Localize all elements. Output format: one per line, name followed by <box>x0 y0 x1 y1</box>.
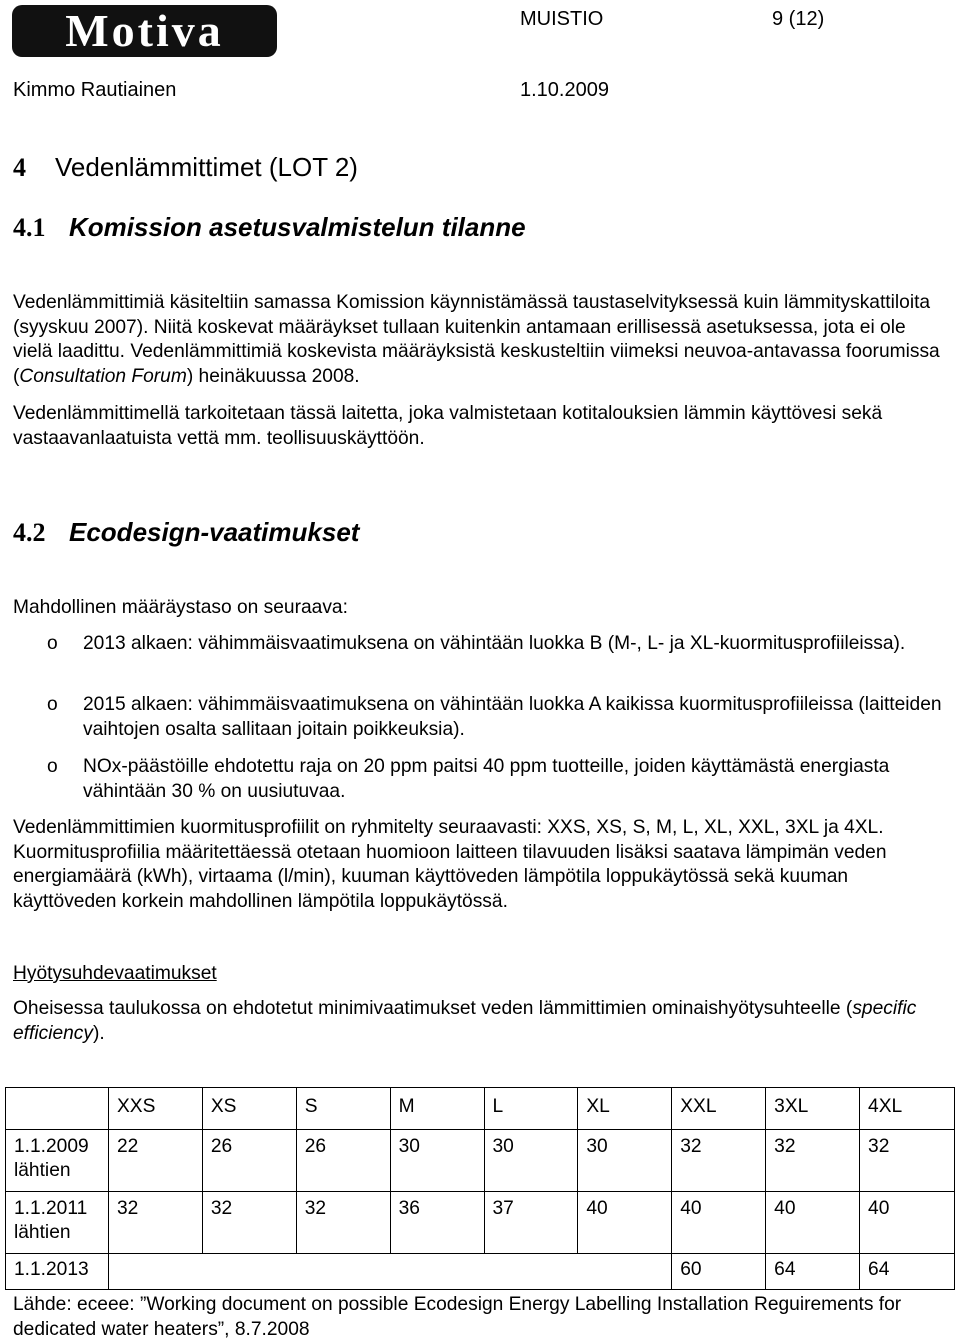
table-row <box>6 1130 955 1192</box>
table-cell: 32 <box>672 1130 766 1192</box>
paragraph-intro: Mahdollinen määräystaso on seuraava: <box>13 597 348 618</box>
column-header: 3XL <box>766 1088 860 1130</box>
table-source-note: Lähde: eceee: ”Working document on possible Ecodesign Energy Labelling Installation Reguirements for dedicated water heaters”, 8.7.2008 <box>13 1294 902 1340</box>
table-cell: 30 <box>484 1130 578 1192</box>
table-cell: 30 <box>390 1130 484 1192</box>
table-cell: 40 <box>860 1192 955 1254</box>
paragraph-text: ). <box>92 1022 105 1044</box>
row-label: 1.1.2013 <box>6 1254 109 1290</box>
section-number: 4 <box>13 153 26 182</box>
table-cell: 30 <box>578 1130 672 1192</box>
column-header: XL <box>578 1088 672 1130</box>
paragraph-definition: Vedenlämmittimellä tarkoitetaan tässä laitetta, joka valmistetaan kotitalouksien lämmin käyttövesi sekä vastaavanlaatuista vettä mm. teollisuuskäyttöön. <box>13 403 883 449</box>
bullet-marker: o <box>47 633 58 654</box>
author: Kimmo Rautiainen <box>13 79 177 101</box>
table-cell: 37 <box>484 1192 578 1254</box>
column-header: 4XL <box>860 1088 955 1130</box>
section-number: 4.1 <box>13 213 46 242</box>
table-cell: 32 <box>766 1130 860 1192</box>
bullet-item: 2015 alkaen: vähimmäisvaatimuksena on vähintään luokka A kaikissa kuormitusprofiileissa (laitteiden vaihtojen osalta sallitaan joitain poikkeuksia). <box>83 694 942 740</box>
bullet-item: NOx-päästöille ehdotettu raja on 20 ppm paitsi 40 ppm tuotteille, joiden käyttämästä energiasta vähintään 30 % on uusiutuvaa. <box>83 756 890 802</box>
table-cell: 32 <box>202 1192 296 1254</box>
section-title: Komission asetusvalmistelun tilanne <box>69 212 526 242</box>
column-header: XS <box>202 1088 296 1130</box>
column-header: XXL <box>672 1088 766 1130</box>
section-title: Vedenlämmittimet (LOT 2) <box>55 152 358 182</box>
section-4-2-heading <box>13 516 359 549</box>
paragraph-italic-text: Consultation Forum <box>19 365 187 387</box>
section-4-1-heading <box>13 211 526 244</box>
page-number: 9 (12) <box>772 8 825 30</box>
motiva-logo: Motiva <box>12 5 277 57</box>
document-type: MUISTIO <box>520 8 604 30</box>
column-header: XXS <box>108 1088 202 1130</box>
paragraph-efficiency <box>13 997 948 1046</box>
bullet-marker: o <box>47 756 58 777</box>
row-label: 1.1.2009 lähtien <box>6 1130 109 1192</box>
table-header-row <box>6 1088 955 1130</box>
efficiency-table <box>5 1087 955 1290</box>
table-cell: 32 <box>860 1130 955 1192</box>
table-row <box>6 1192 955 1254</box>
section-title: Ecodesign-vaatimukset <box>69 517 360 547</box>
paragraph-text: ) heinäkuussa 2008. <box>186 365 360 387</box>
column-header: L <box>484 1088 578 1130</box>
efficiency-heading: Hyötysuhdevaatimukset <box>13 963 217 984</box>
table-cell: 40 <box>578 1192 672 1254</box>
table-merged-empty-cell <box>108 1254 671 1290</box>
paragraph-commission-status <box>13 291 948 389</box>
table-cell: 26 <box>202 1130 296 1192</box>
table-cell: 40 <box>672 1192 766 1254</box>
table-cell: 22 <box>108 1130 202 1192</box>
table-cell: 60 <box>672 1254 766 1290</box>
table-cell: 64 <box>766 1254 860 1290</box>
paragraph-text: Oheisessa taulukossa on ehdotetut minimivaatimukset veden lämmittimien ominaishyötysuhteelle ( <box>13 998 853 1019</box>
bullet-marker: o <box>47 694 58 715</box>
document-date: 1.10.2009 <box>520 79 609 101</box>
table-cell: 36 <box>390 1192 484 1254</box>
table-cell: 32 <box>296 1192 390 1254</box>
bullet-item: 2013 alkaen: vähimmäisvaatimuksena on vähintään luokka B (M-, L- ja XL-kuormitusprofiileissa). <box>83 633 906 654</box>
table-cell: 32 <box>108 1192 202 1254</box>
paragraph-text: Vedenlämmittimiä käsiteltiin samassa Komission käynnistämässä taustaselvityksessä kuin lämmityskattiloita (syyskuu 2007). Niitä koskevat määräykset tullaan kuitenkin antamaan erillisessä asetuksessa, jota ei ole vielä laadittu. Vedenlämmittimiä koskevista määräyksistä keskusteltiin viimeksi neuvoa-antavassa foorumissa ( <box>13 292 940 387</box>
table-corner-cell <box>6 1088 109 1130</box>
table-cell: 26 <box>296 1130 390 1192</box>
column-header: M <box>390 1088 484 1130</box>
section-number: 4.2 <box>13 518 46 547</box>
paragraph-load-profiles: Vedenlämmittimien kuormitusprofiilit on ryhmitelty seuraavasti: XXS, XS, S, M, L, XL, XXL, 3XL ja 4XL. Kuormitusprofiilia määritettäessä otetaan huomioon laitteen tilavuuden lisäksi saatava lämpimän veden energiamäärä (kWh), virtaama (l/min), kuuman käyttöveden lämpötila loppukäytössä sekä kuuman käyttöveden korkein mahdollinen lämpötila loppukäytössä. <box>13 817 887 912</box>
table-cell: 40 <box>766 1192 860 1254</box>
table-cell: 64 <box>860 1254 955 1290</box>
row-label: 1.1.2011 lähtien <box>6 1192 109 1254</box>
column-header: S <box>296 1088 390 1130</box>
table-row <box>6 1254 955 1290</box>
paragraph-italic-text: specific efficiency <box>13 998 917 1044</box>
section-4-heading <box>13 151 358 184</box>
